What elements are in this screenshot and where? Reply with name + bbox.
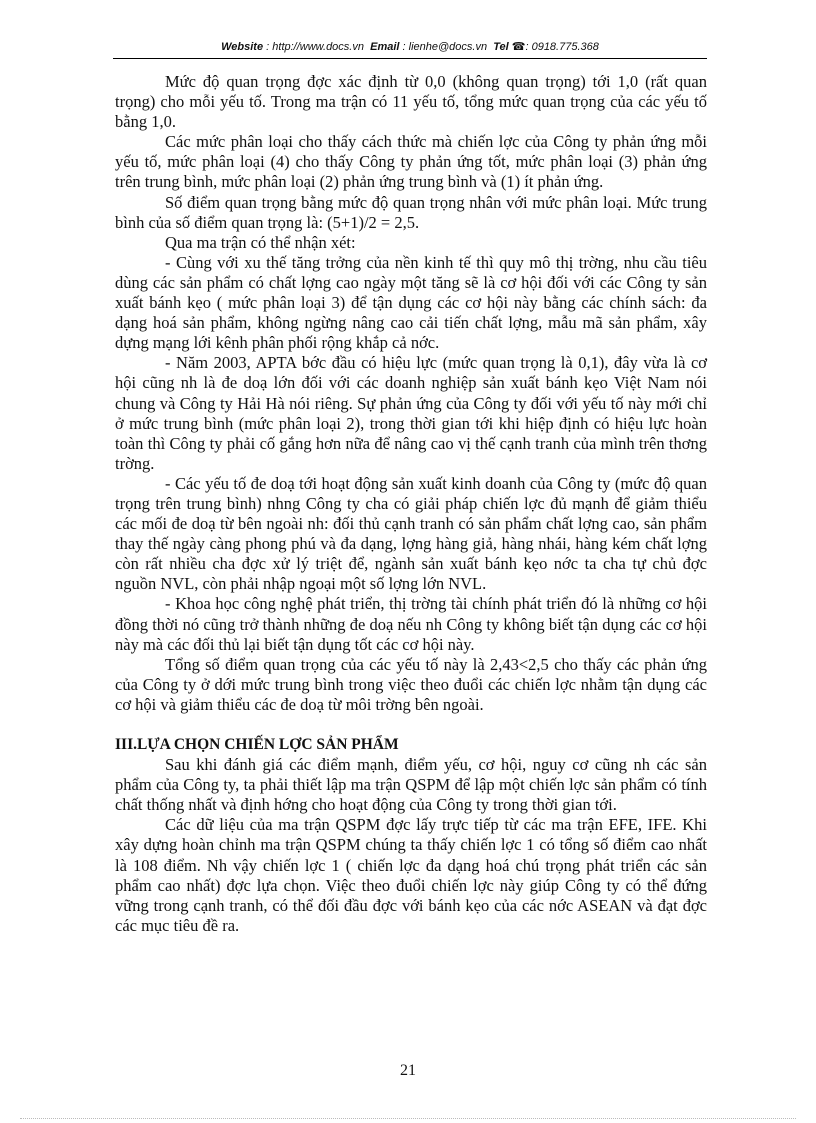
page-number: 21 [400,1062,416,1079]
email-value: : lienhe@docs.vn [402,41,488,53]
paragraph: Qua ma trận có thể nhận xét: [165,232,356,252]
website-label: Website [221,41,264,53]
paragraph: - Cùng với xu thế tăng trởng của nền kinh tế thì quy mô thị trờng, nhu cầu tiêu dùng các sản phẩm có chất lợng cao ngày một tăng sẽ là cơ hội đối với các Công ty sản xuất bánh kẹo ( mức phân loại 3) để tận dụng các cơ hội này bằng các chính sách: đa dạng hoá sản phẩm, không ngừng nâng cao cải tiến chất lợng, mẫu mã sản phẩm, xây dựng mạng lới kênh phân phối rộng khắp cả nớc. [115,252,707,353]
header-divider [113,58,707,59]
page-edge-divider [20,1118,796,1119]
tel-label: Tel [493,41,509,53]
paragraph: Các mức phân loại cho thấy cách thức mà chiến lợc của Công ty phản ứng mỗi yếu tố, mức phân loại (4) cho thấy Công ty phản ứng tốt, mức phân loại (3) phản ứng trên trung bình, mức phân loại (2) phản ứng trung bình và (1) ít phản ứng. [115,132,707,192]
paragraph: - Khoa học công nghệ phát triển, thị trờng tài chính phát triển đó là những cơ hội đồng thời nó cũng trở thành những đe doạ nếu nh Công ty không biết tận dụng các cơ hội này mà các đối thủ lại biết tận dụng tốt các cơ hội này. [115,594,707,654]
page-header [113,40,707,53]
phone-icon: ☎ [511,41,526,53]
email-label: Email [370,41,400,53]
paragraph: Mức độ quan trọng đợc xác định từ 0,0 (không quan trọng) tới 1,0 (rất quan trọng) cho mỗi yếu tố. Trong ma trận có 11 yếu tố, tổng mức quan trọng của các yếu tố bằng 1,0. [115,72,707,132]
paragraph: - Các yếu tố đe doạ tới hoạt động sản xuất kinh doanh của Công ty (mức độ quan trọng trên trung bình) nhng Công ty cha có giải pháp chiến lợc đủ mạnh để giảm thiểu các mối đe doạ từ bên ngoài nh: đối thủ cạnh tranh có sản phẩm chất lợng cao, sản phẩm thay thế ngày càng phong phú và đa dạng, lợng hàng giả, hàng nhái, hàng kém chất lợng còn rất nhiều cha đợc xử lý triệt để, ngành sản xuất bánh kẹo nớc ta cha tự chủ đợc nguồn NVL, còn phải nhập ngoại một số lợng lớn NVL. [115,473,707,594]
paragraph: Sau khi đánh giá các điểm mạnh, điểm yếu, cơ hội, nguy cơ cũng nh các sản phẩm của Công ty, ta phải thiết lập ma trận QSPM để lập một chiến lợc sản phẩm có tính chất thống nhất và định hớng cho hoạt động của Công ty trong thời gian tới. [115,755,707,815]
document-body [115,72,707,936]
paragraph: - Năm 2003, APTA bớc đầu có hiệu lực (mức quan trọng là 0,1), đây vừa là cơ hội cũng nh là đe doạ lớn đối với các doanh nghiệp sản xuất bánh kẹo Việt Nam nói chung và Công ty Hải Hà nói riêng. Sự phản ứng của Công ty đối với yếu tố này mới chỉ ở mức trung bình (mức phân loại 2), trong thời gian tới khi hiệp định có hiệu lực hoàn toàn thì Công ty phải cố gắng hơn nữa để nâng cao vị thế cạnh tranh của mình trên thơng trờng. [115,353,707,473]
section-heading: III.LỰA CHỌN CHIẾN LỢC SẢN PHẨM [115,736,399,753]
website-value: : http://www.docs.vn [266,41,364,53]
paragraph: Tổng số điểm quan trọng của các yếu tố này là 2,43<2,5 cho thấy các phản ứng của Công ty ở dới mức trung bình trong việc theo đuổi các chiến lợc nhằm tận dụng các cơ hội và giảm thiểu các đe doạ từ môi trờng bên ngoài. [115,654,707,714]
paragraph: Các dữ liệu của ma trận QSPM đợc lấy trực tiếp từ các ma trận EFE, IFE. Khi xây dựng hoàn chỉnh ma trận QSPM chúng ta thấy chiến lợc 1 có tổng số điểm cao nhất là 108 điểm. Nh vậy chiến lợc 1 ( chiến lợc đa dạng hoá chú trọng phát triển các sản phẩm cao nhất) đợc lựa chọn. Việc theo đuổi chiến lợc này giúp Công ty có thể đứng vững trong cạnh tranh, có thể đối đầu đợc với bánh kẹo của các nớc ASEAN và đạt đợc các mục tiêu đề ra. [115,815,707,935]
paragraph: Số điểm quan trọng bằng mức độ quan trọng nhân với mức phân loại. Mức trung bình của số điểm quan trọng là: (5+1)/2 = 2,5. [115,192,707,232]
tel-value: : 0918.775.368 [525,41,599,53]
